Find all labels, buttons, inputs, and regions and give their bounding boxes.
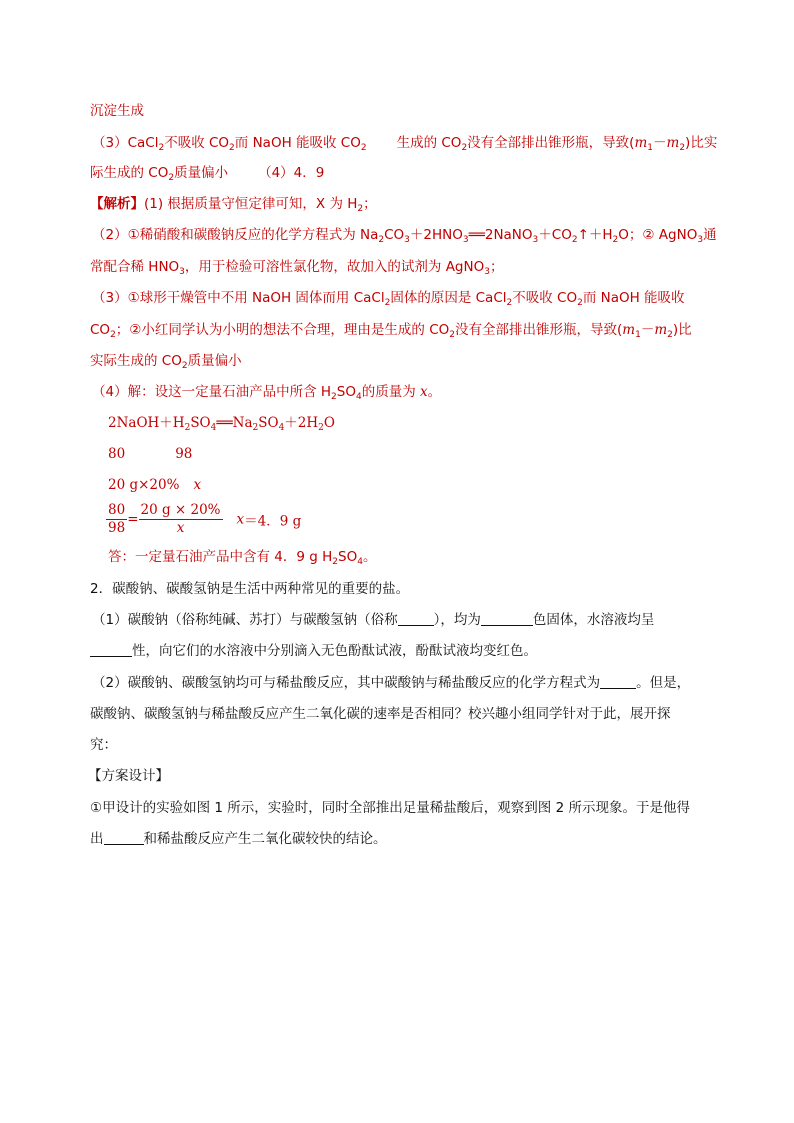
variable: m <box>622 322 636 338</box>
subscript: 1 <box>647 143 653 153</box>
subscript: 2 <box>667 330 673 340</box>
subscript: 3 <box>179 267 185 277</box>
text: 质量偏小 <box>174 165 229 181</box>
question-2-2-line3: 究： <box>90 737 117 753</box>
analysis-2-line1 <box>92 225 717 250</box>
final-answer <box>108 547 376 572</box>
subscript: 2 <box>331 392 337 402</box>
text: 而 NaOH 能吸收 CO <box>234 135 361 151</box>
analysis-2-line2 <box>90 257 503 282</box>
question-2-title: 2．碳酸钠、碳酸氢钠是生活中两种常见的重要的盐。 <box>90 581 410 597</box>
subscript: 2 <box>449 330 455 340</box>
subscript: 4 <box>355 392 362 402</box>
subscript: 2 <box>229 143 235 153</box>
analysis-3-line1 <box>92 288 685 313</box>
analysis-3-line2 <box>90 320 692 345</box>
text: )比 <box>672 322 692 338</box>
text: （3）CaCl <box>92 135 159 151</box>
text: （2）①稀硝酸和碳酸钠反应的化学方程式为 Na <box>92 227 379 243</box>
text: （1）碳酸钠（俗称纯碱、苏打）与碳酸氢钠（俗称 <box>92 612 398 628</box>
text: 。 <box>362 549 377 565</box>
text: 没有全部排出锥形瓶，导致( <box>454 322 623 338</box>
mass-h2so4: 98 <box>175 446 193 462</box>
subscript: 2 <box>252 423 259 433</box>
text: 性，向它们的水溶液中分别滴入无色酚酞试液，酚酞试液均变红色。 <box>132 643 537 659</box>
text: 生成的 CO <box>396 135 462 151</box>
subscript: 2 <box>110 330 116 340</box>
text: ；②小红同学认为小明的想法不合理，理由是生成的 CO <box>115 322 450 338</box>
text: （3）①球形干燥管中不用 NaOH 固体而用 CaCl <box>92 290 385 306</box>
design-heading: 【方案设计】 <box>88 768 169 784</box>
text: 固体的原因是 CaCl <box>390 290 507 306</box>
subscript: 2 <box>360 143 367 153</box>
text: 不吸收 CO <box>164 135 230 151</box>
question-2-1-line1 <box>92 610 654 630</box>
denominator: x <box>176 520 185 536</box>
text: O <box>323 415 335 431</box>
text: CO <box>90 322 111 338</box>
text: ↑＋H <box>577 227 613 243</box>
fraction-left <box>106 502 127 537</box>
variable: m <box>634 135 648 151</box>
text: 际生成的 CO <box>90 165 169 181</box>
question-2-1-line2 <box>90 641 537 661</box>
question-2-2-line1 <box>92 673 690 693</box>
answer-line-precipitate: 沉淀生成 <box>90 103 144 119</box>
text: ＋2H <box>284 415 319 431</box>
subscript: 3 <box>462 235 469 245</box>
mass-naoh: 80 <box>108 446 126 462</box>
answer-blank[interactable] <box>104 830 144 845</box>
variable: x <box>420 384 428 400</box>
subscript: 2 <box>332 557 339 567</box>
variable: m <box>654 322 668 338</box>
subscript: 2 <box>384 298 391 308</box>
variable: x <box>236 511 245 528</box>
answer-3-line2 <box>90 163 324 188</box>
text: ； <box>489 259 504 275</box>
question-2-2-line2: 碳酸钠、碳酸氢钠与稀盐酸反应产生二氧化碳的速率是否相同？校兴趣小组同学针对于此，展开探 <box>90 706 671 722</box>
text: 答：一定量石油产品中含有 4．9 g H <box>108 549 333 565</box>
subscript: 2 <box>168 173 175 183</box>
subscript: 4 <box>357 557 363 567</box>
subscript: 3 <box>484 267 490 277</box>
text: （2）碳酸钠、碳酸氢钠均可与稀盐酸反应，其中碳酸钠与稀盐酸反应的化学方程式为 <box>92 675 601 691</box>
text: SO <box>336 384 356 400</box>
text: 的质量为 <box>361 384 420 400</box>
given-row <box>108 475 201 495</box>
text: O；② AgNO <box>618 227 698 243</box>
analysis-tag: 【解析】 <box>90 196 144 212</box>
text: － <box>640 322 655 338</box>
answer-blank[interactable] <box>600 674 636 689</box>
text: ＋CO <box>538 227 572 243</box>
text: ══Na <box>216 415 253 431</box>
subscript: 2 <box>506 298 513 308</box>
text: 。 <box>427 384 442 400</box>
text: 2NaOH＋H <box>108 415 185 431</box>
text: 没有全部排出锥形瓶，导致( <box>467 135 635 151</box>
text: 质量偏小 <box>187 353 242 369</box>
equals: = <box>127 511 139 528</box>
subscript: 3 <box>697 235 704 245</box>
subscript: 3 <box>404 235 410 245</box>
text: ），均为 <box>433 612 481 628</box>
subscript: 2 <box>612 235 619 245</box>
subscript: 2 <box>158 143 165 153</box>
subscript: 2 <box>318 423 324 433</box>
subscript: 2 <box>184 423 191 433</box>
subscript: 3 <box>532 235 539 245</box>
variable: x <box>193 477 202 493</box>
design-1-line2 <box>90 829 387 849</box>
text: ══2NaNO <box>468 227 533 243</box>
reaction-equation <box>108 413 335 438</box>
text: 常配合稀 HNO <box>90 259 180 275</box>
ratio-equation <box>106 502 301 537</box>
subscript: 2 <box>571 235 578 245</box>
subscript: 2 <box>357 204 364 214</box>
answer-blank[interactable] <box>90 642 132 657</box>
text: 出 <box>90 831 104 847</box>
text: ，用于检验可溶性氯化物，故加入的试剂为 AgNO <box>184 259 485 275</box>
text: 不吸收 CO <box>512 290 578 306</box>
text: （4）解：设这一定量石油产品中所含 H <box>92 384 332 400</box>
text: SO <box>190 415 211 431</box>
fraction-right <box>139 502 223 537</box>
analysis-4-line1 <box>92 382 441 407</box>
text: SO <box>258 415 279 431</box>
subscript: 4 <box>278 423 285 433</box>
subscript: 2 <box>577 298 583 308</box>
answer-blank[interactable] <box>398 611 434 626</box>
subscript: 4 <box>210 423 217 433</box>
subscript: 1 <box>635 330 641 340</box>
text: 实际生成的 CO <box>90 353 182 369</box>
text: ＋2HNO <box>409 227 463 243</box>
numerator: 80 <box>108 502 126 518</box>
subscript: 2 <box>679 143 686 153</box>
text: 。但是， <box>636 675 691 691</box>
denominator: 98 <box>108 520 126 536</box>
text: (1) 根据质量守恒定律可知，X 为 H <box>144 196 358 212</box>
text: 和稀盐酸反应产生二氧化碳较快的结论。 <box>143 831 387 847</box>
text: SO <box>338 549 358 565</box>
analysis-line1 <box>90 194 377 219</box>
subscript: 2 <box>378 235 385 245</box>
answer-blank[interactable] <box>481 611 533 626</box>
text: 通 <box>703 227 717 243</box>
text: )比实 <box>685 135 718 151</box>
text: CO <box>384 227 405 243</box>
answer-3-line1 <box>92 133 717 158</box>
variable: m <box>666 135 680 151</box>
text: 色固体，水溶液均呈 <box>532 612 655 628</box>
subscript: 2 <box>181 361 188 371</box>
text: 而 NaOH 能吸收 <box>582 290 685 306</box>
numerator: 20 g × 20% <box>140 502 221 518</box>
text: （4）4．9 <box>258 165 325 181</box>
text: ； <box>363 196 377 212</box>
text: － <box>653 135 667 151</box>
result: ＝4．9 g <box>244 513 302 530</box>
design-1-line1: ①甲设计的实验如图 1 所示，实验时，同时全部推出足量稀盐酸后，观察到图 2 所示现象。于是他得 <box>90 800 690 816</box>
subscript: 2 <box>461 143 468 153</box>
given-mass: 20 g×20% <box>108 477 180 493</box>
analysis-3-line3 <box>90 351 242 376</box>
molar-mass-row <box>108 444 192 464</box>
